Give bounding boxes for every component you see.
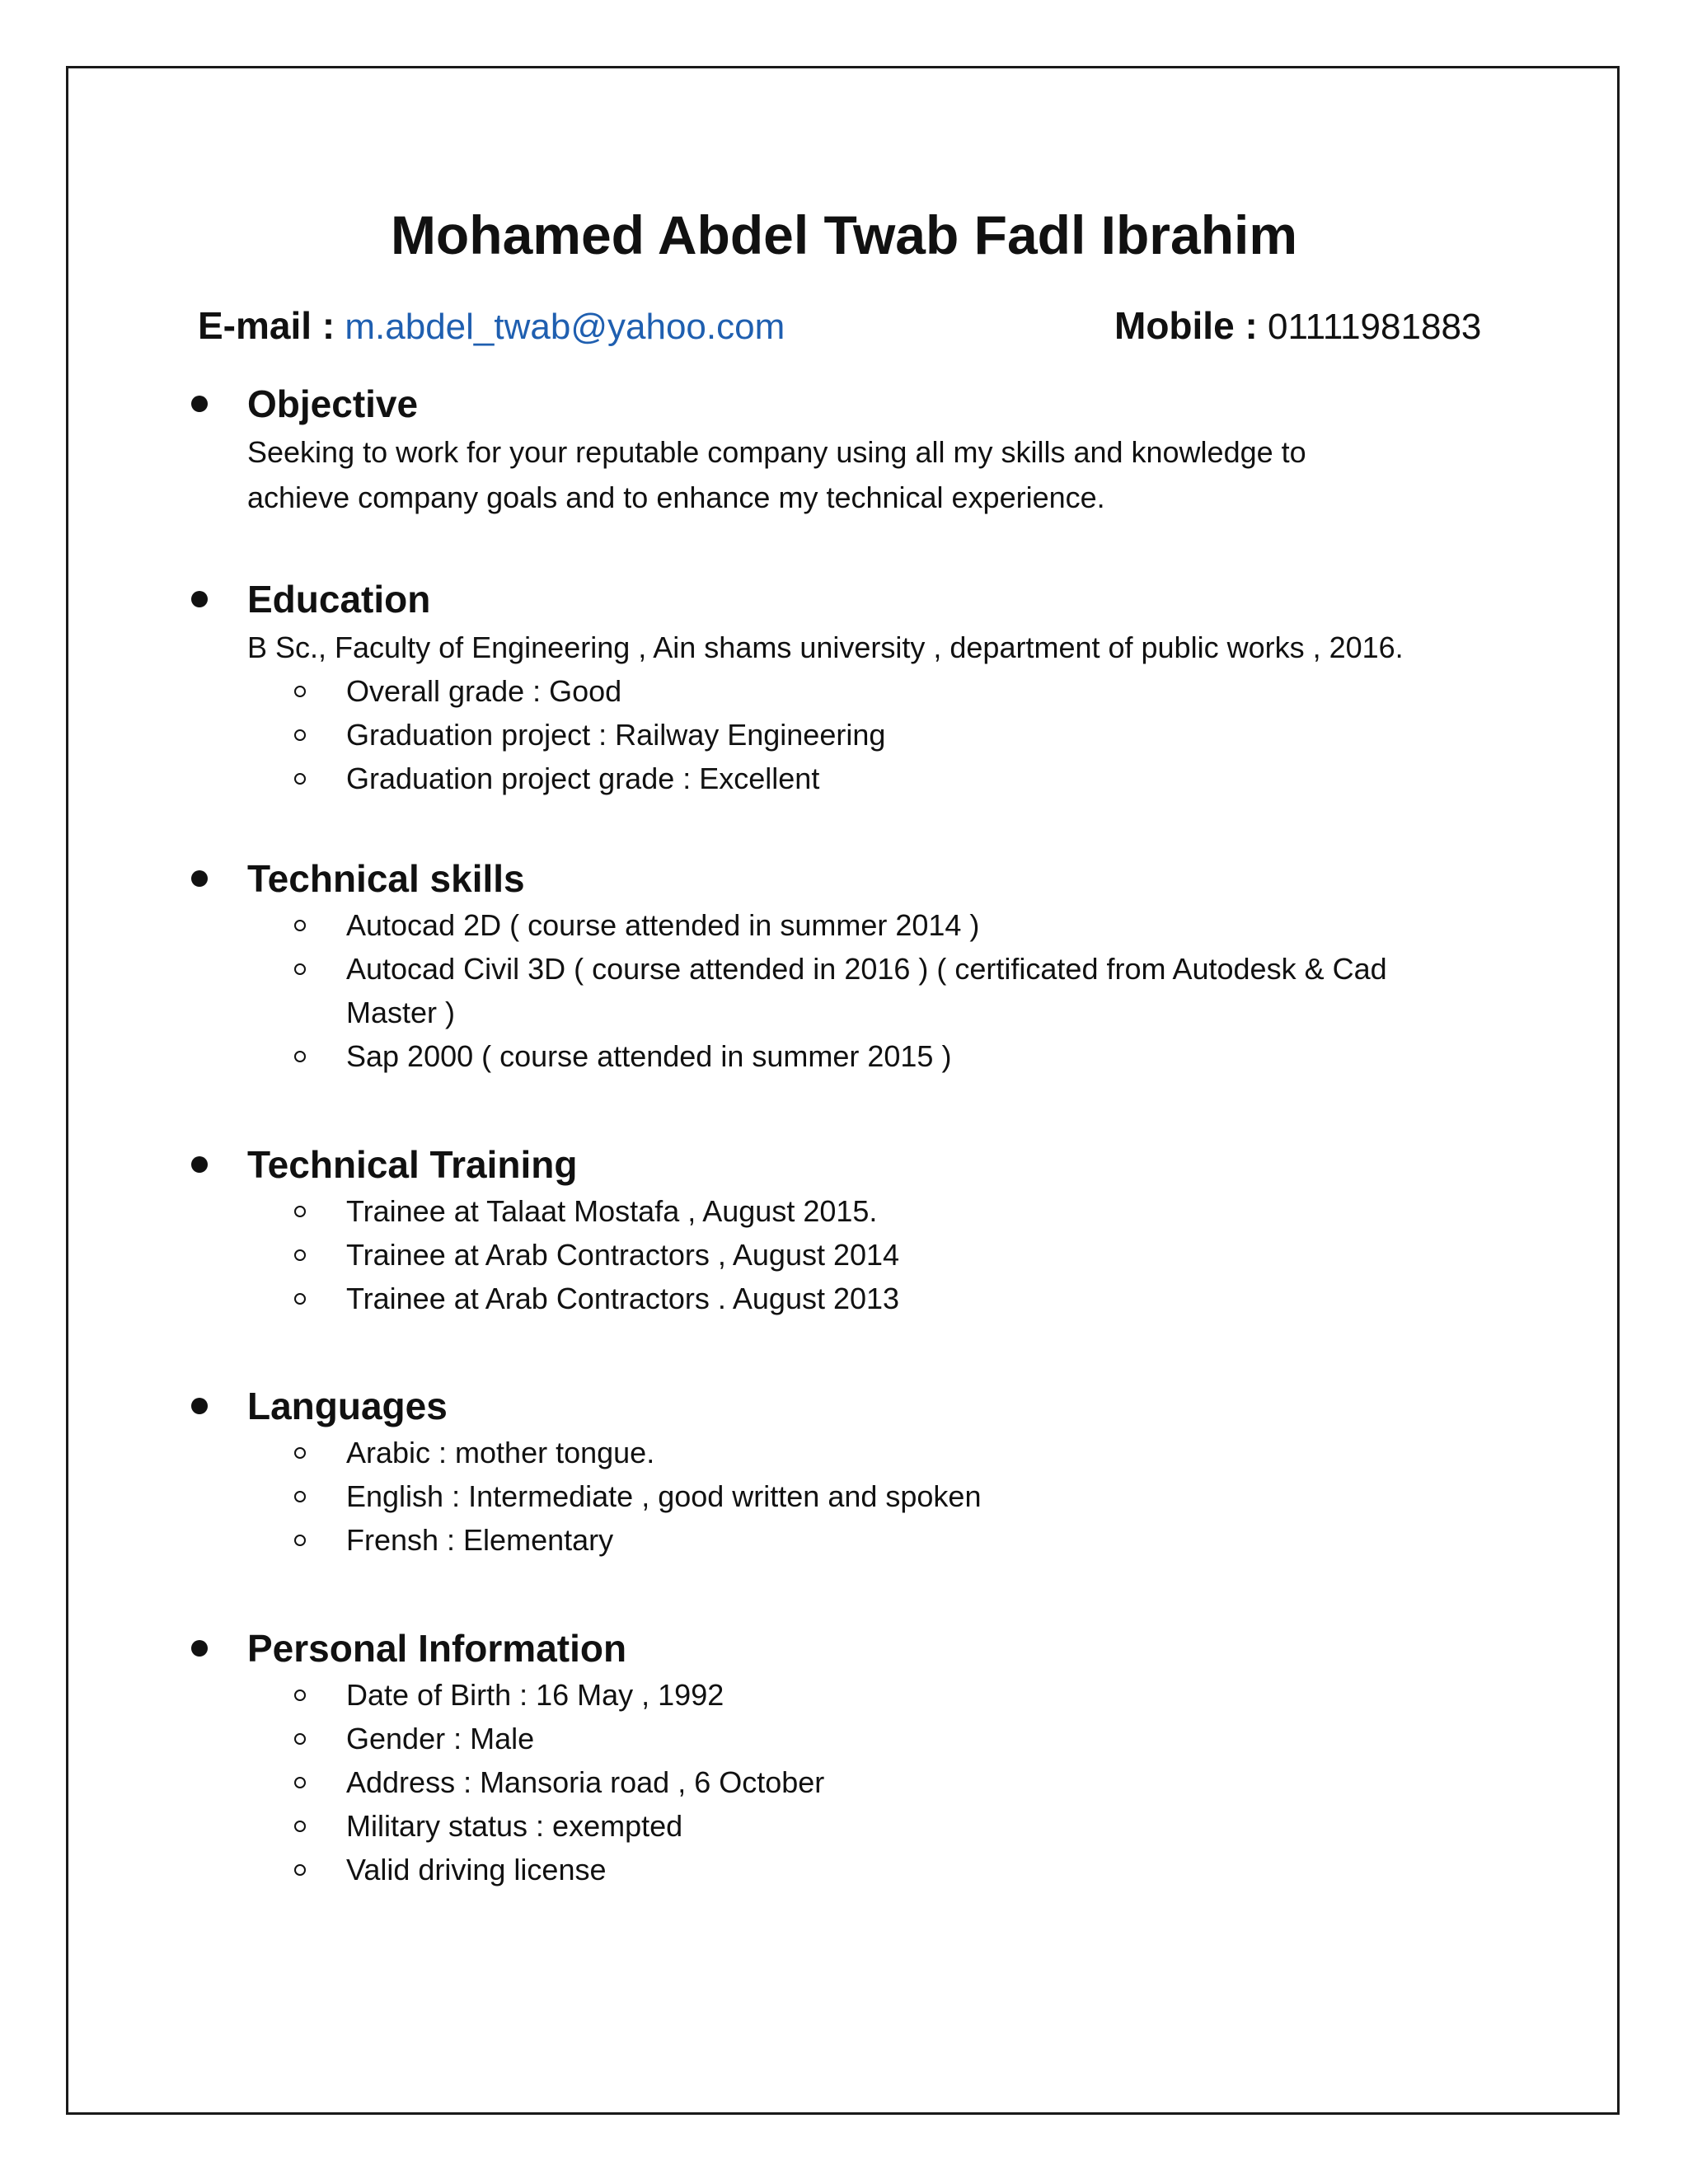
mobile-label: Mobile : (1114, 304, 1258, 347)
circle-bullet-icon (294, 729, 306, 741)
mobile-line (1114, 301, 1481, 352)
languages-list (247, 1431, 1533, 1562)
circle-bullet-icon (294, 1690, 306, 1701)
list-item (346, 1189, 1533, 1233)
bullet-icon (191, 591, 208, 607)
circle-bullet-icon (294, 1447, 306, 1459)
list-item-text: Address : Mansoria road , 6 October (346, 1765, 825, 1799)
list-item (346, 713, 1533, 757)
list-item-text: Frensh : Elementary (346, 1523, 614, 1557)
circle-bullet-icon (294, 773, 306, 785)
list-item (346, 903, 1533, 947)
section-technical-skills (247, 854, 1533, 1078)
section-title (247, 1381, 1533, 1431)
circle-bullet-icon (294, 1249, 306, 1261)
bullet-icon (191, 396, 208, 412)
circle-bullet-icon (294, 686, 306, 697)
list-item-text: Graduation project : Railway Engineering (346, 718, 886, 752)
mobile-value: 01111981883 (1268, 307, 1482, 347)
list-item (346, 1233, 1533, 1277)
list-item (346, 947, 1459, 1034)
education-list (247, 669, 1533, 800)
circle-bullet-icon (294, 1206, 306, 1217)
list-item-text: Trainee at Arab Contractors . August 2013 (346, 1282, 900, 1315)
personal-information-list (247, 1673, 1533, 1891)
list-item-text: Gender : Male (346, 1722, 535, 1755)
circle-bullet-icon (294, 963, 306, 975)
objective-line: Seeking to work for your reputable company using all my skills and knowledge to (247, 435, 1306, 469)
list-item (346, 1474, 1533, 1518)
list-item-text: Trainee at Arab Contractors , August 2014 (346, 1238, 900, 1272)
bullet-icon (191, 1398, 208, 1414)
list-item-text: Military status : exempted (346, 1809, 683, 1843)
section-title-text: Technical skills (247, 857, 525, 900)
list-item (346, 1717, 1533, 1760)
circle-bullet-icon (294, 1293, 306, 1305)
technical-skills-list (247, 903, 1533, 1078)
email-line (198, 301, 785, 352)
bullet-icon (191, 1640, 208, 1657)
circle-bullet-icon (294, 1051, 306, 1062)
email-link[interactable]: m.abdel_twab@yahoo.com (345, 307, 785, 347)
email-label: E-mail : (198, 304, 335, 347)
section-title (247, 1140, 1533, 1189)
list-item-text: Overall grade : Good (346, 674, 622, 708)
objective-line: achieve company goals and to enhance my technical experience. (247, 480, 1105, 514)
section-title-text: Technical Training (247, 1143, 578, 1186)
list-item-text: Graduation project grade : Excellent (346, 762, 820, 795)
section-title (247, 854, 1533, 903)
list-item (346, 757, 1533, 800)
circle-bullet-icon (294, 1491, 306, 1502)
list-item (346, 669, 1533, 713)
list-item (346, 1804, 1533, 1848)
bullet-icon (191, 870, 208, 887)
list-item-text: Autocad Civil 3D ( course attended in 2016 ) ( certificated from Autodesk & Cad Master ) (346, 952, 1387, 1029)
section-title-text: Objective (247, 382, 419, 425)
section-title-text: Languages (247, 1385, 448, 1427)
bullet-icon (191, 1156, 208, 1173)
section-title (247, 379, 1533, 429)
section-languages (247, 1381, 1533, 1562)
section-education (247, 574, 1533, 800)
circle-bullet-icon (294, 1733, 306, 1745)
circle-bullet-icon (294, 1535, 306, 1546)
list-item (346, 1034, 1533, 1078)
section-title (247, 574, 1533, 624)
circle-bullet-icon (294, 1777, 306, 1788)
list-item (346, 1518, 1533, 1562)
technical-training-list (247, 1189, 1533, 1320)
candidate-name: Mohamed Abdel Twab Fadl Ibrahim (390, 204, 1298, 265)
section-title-text: Education (247, 578, 431, 621)
education-degree: B Sc., Faculty of Engineering , Ain shams university , department of public works , 2016. (247, 630, 1404, 664)
circle-bullet-icon (294, 1821, 306, 1832)
list-item-text: Sap 2000 ( course attended in summer 2015 ) (346, 1039, 952, 1073)
list-item-text: English : Intermediate , good written and spoken (346, 1479, 982, 1513)
circle-bullet-icon (294, 1864, 306, 1876)
list-item (346, 1673, 1533, 1717)
list-item-text: Date of Birth : 16 May , 1992 (346, 1678, 724, 1712)
section-objective (247, 379, 1533, 519)
list-item-text: Autocad 2D ( course attended in summer 2014 ) (346, 908, 980, 942)
section-title (247, 1624, 1533, 1673)
list-item-text: Arabic : mother tongue. (346, 1436, 655, 1469)
section-personal-information (247, 1624, 1533, 1891)
section-title-text: Personal Information (247, 1627, 627, 1670)
circle-bullet-icon (294, 920, 306, 931)
list-item-text: Valid driving license (346, 1853, 607, 1886)
list-item (346, 1277, 1533, 1320)
list-item-text: Trainee at Talaat Mostafa , August 2015. (346, 1194, 878, 1228)
list-item (346, 1431, 1533, 1474)
list-item (346, 1760, 1533, 1804)
section-technical-training (247, 1140, 1533, 1320)
list-item (346, 1848, 1533, 1891)
